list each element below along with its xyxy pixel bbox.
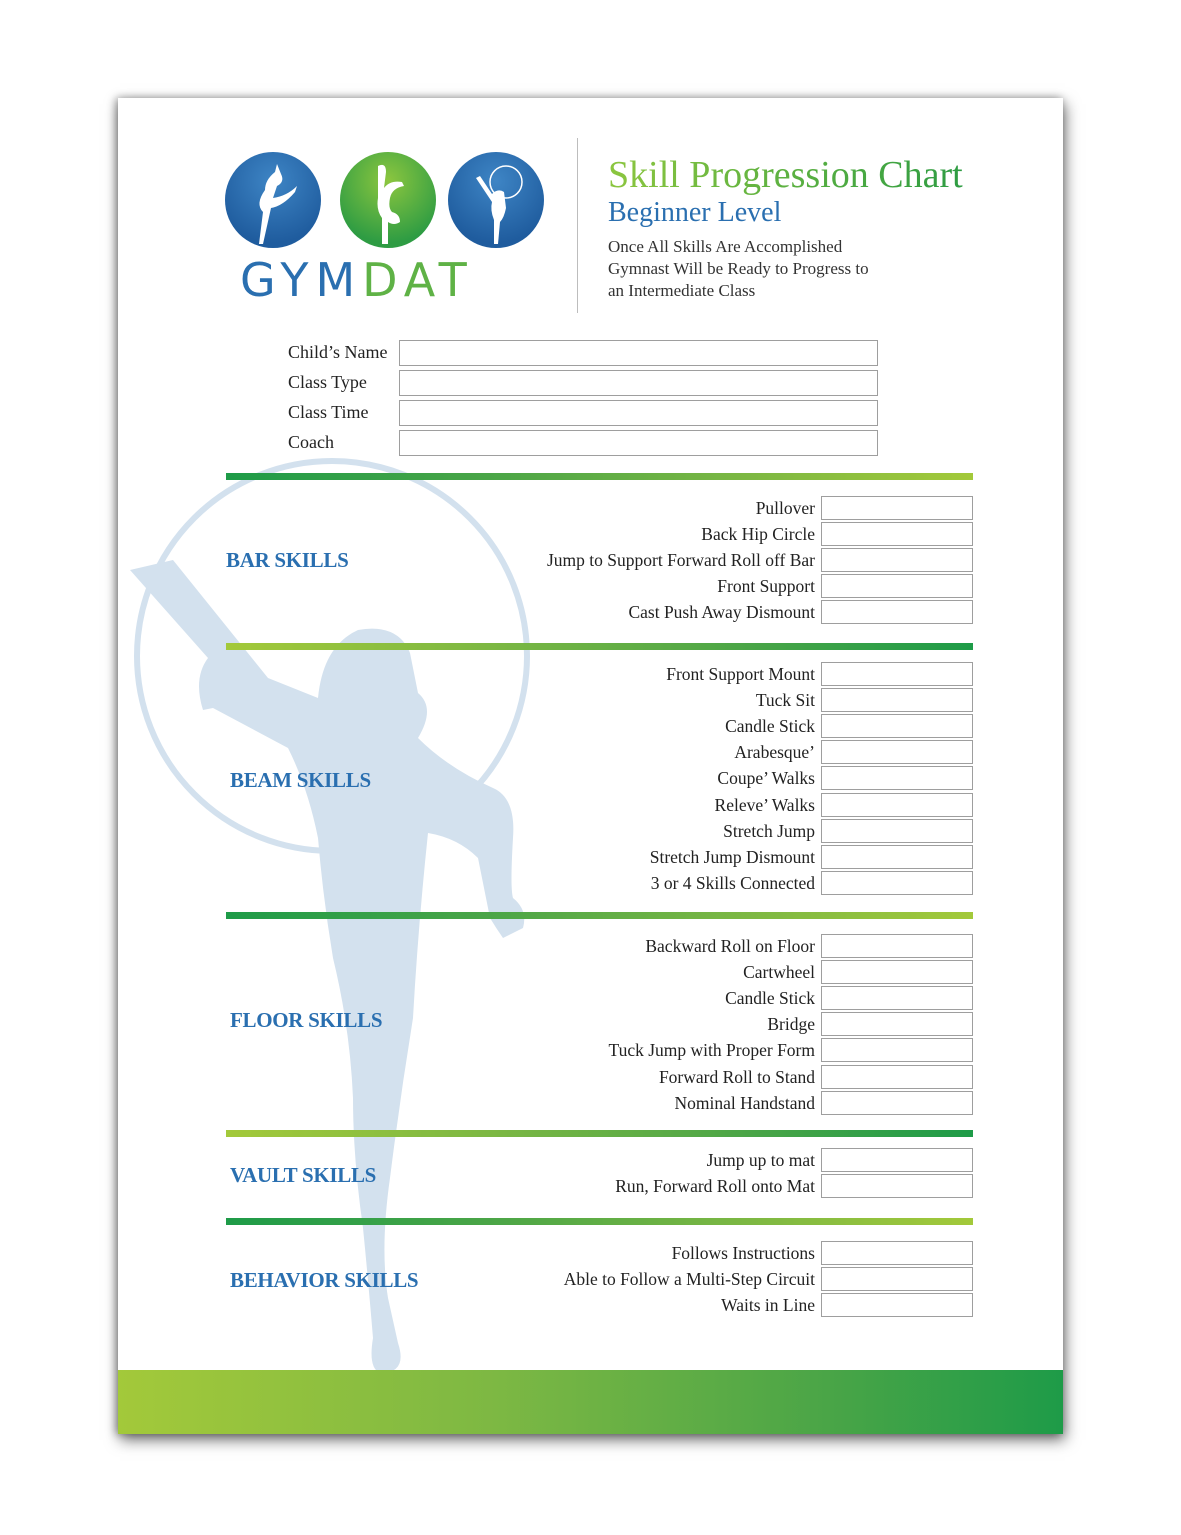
skill-label: Run, Forward Roll onto Mat	[615, 1176, 815, 1197]
info-label: Class Type	[288, 372, 367, 392]
skill-checkbox-field[interactable]	[821, 688, 973, 712]
skill-row	[418, 1148, 973, 1174]
skill-checkbox-field[interactable]	[821, 1267, 973, 1291]
skill-row	[418, 662, 973, 688]
skill-row	[418, 496, 973, 522]
childs-name-field[interactable]	[399, 340, 878, 366]
skill-row	[418, 1038, 973, 1064]
description-line: Gymnast Will be Ready to Progress to	[608, 259, 869, 278]
skill-label: Cast Push Away Dismount	[628, 602, 815, 623]
gymnast-leap-icon	[225, 152, 321, 248]
footer-band	[118, 1370, 1063, 1434]
skill-checkbox-field[interactable]	[821, 819, 973, 843]
info-label: Coach	[288, 432, 334, 452]
page-description	[608, 236, 928, 302]
skill-checkbox-field[interactable]	[821, 1174, 973, 1198]
section-divider	[226, 912, 973, 919]
skill-row	[418, 793, 973, 819]
section-divider	[226, 1218, 973, 1225]
skill-label: Jump up to mat	[706, 1150, 815, 1170]
skill-label: Jump to Support Forward Roll off Bar	[546, 550, 815, 571]
skill-row	[418, 1091, 973, 1117]
logo-circle-left	[225, 152, 321, 248]
skill-row	[418, 934, 973, 960]
skill-label: Able to Follow a Multi-Step Circuit	[563, 1269, 815, 1290]
skill-label: Nominal Handstand	[674, 1092, 815, 1113]
skill-checkbox-field[interactable]	[821, 1038, 973, 1062]
skill-checkbox-field[interactable]	[821, 960, 973, 984]
skill-label: Candle Stick	[725, 716, 815, 737]
skill-row	[418, 1241, 973, 1267]
section-title-vault: VAULT SKILLS	[230, 1163, 377, 1187]
skill-label: Backward Roll on Floor	[645, 936, 815, 956]
section-title-beam: BEAM SKILLS	[230, 768, 371, 792]
coach-field[interactable]	[399, 430, 878, 456]
skill-row	[418, 1293, 973, 1319]
skill-checkbox-field[interactable]	[821, 1241, 973, 1265]
section-divider	[226, 643, 973, 650]
skill-row	[418, 819, 973, 845]
skill-row	[418, 1065, 973, 1091]
skill-checkbox-field[interactable]	[821, 766, 973, 790]
skill-checkbox-field[interactable]	[821, 1012, 973, 1036]
skill-row	[418, 1174, 973, 1200]
skill-row	[418, 548, 973, 574]
skill-checkbox-field[interactable]	[821, 600, 973, 624]
skill-checkbox-field[interactable]	[821, 1065, 973, 1089]
gymdat-logo-text	[240, 253, 474, 307]
page-subtitle: Beginner Level	[608, 197, 782, 228]
skill-checkbox-field[interactable]	[821, 1148, 973, 1172]
skill-row	[418, 845, 973, 871]
skill-row	[418, 960, 973, 986]
header-divider	[577, 138, 578, 313]
logo-circle-center	[340, 152, 436, 248]
skill-row	[418, 766, 973, 792]
skill-row	[418, 574, 973, 600]
skill-row	[418, 986, 973, 1012]
skill-checkbox-field[interactable]	[821, 871, 973, 895]
skill-checkbox-field[interactable]	[821, 574, 973, 598]
section-title-behavior: BEHAVIOR SKILLS	[230, 1268, 419, 1292]
class-type-field[interactable]	[399, 370, 878, 396]
skill-checkbox-field[interactable]	[821, 986, 973, 1010]
logo-circle-right	[448, 152, 544, 248]
section-divider	[226, 1130, 973, 1137]
gymnast-handstand-icon	[340, 152, 436, 248]
skill-chart-page	[118, 98, 1063, 1434]
skill-row	[418, 522, 973, 548]
skill-checkbox-field[interactable]	[821, 522, 973, 546]
skill-checkbox-field[interactable]	[821, 548, 973, 572]
skill-label: 3 or 4 Skills Connected	[650, 872, 815, 893]
skill-checkbox-field[interactable]	[821, 1091, 973, 1115]
skill-label: Front Support Mount	[666, 664, 815, 684]
skill-row	[418, 1267, 973, 1293]
description-line: Once All Skills Are Accomplished	[608, 237, 843, 256]
skill-label: Releve’ Walks	[714, 794, 815, 815]
logo-text-gym: GYM	[240, 253, 363, 307]
skill-label: Follows Instructions	[671, 1243, 815, 1263]
skill-label: Tuck Jump with Proper Form	[608, 1040, 815, 1061]
info-label: Class Time	[288, 402, 369, 422]
skill-row	[418, 1012, 973, 1038]
logo-text-dat: DAT	[362, 253, 474, 307]
skill-label: Back Hip Circle	[701, 524, 815, 545]
section-title-floor: FLOOR SKILLS	[230, 1008, 383, 1032]
page-title: Skill Progression Chart	[608, 154, 963, 196]
skill-label: Pullover	[755, 498, 815, 518]
section-title-bar: BAR SKILLS	[226, 548, 349, 572]
skill-label: Stretch Jump Dismount	[649, 846, 815, 867]
skill-checkbox-field[interactable]	[821, 496, 973, 520]
skill-checkbox-field[interactable]	[821, 1293, 973, 1317]
skill-label: Cartwheel	[743, 962, 815, 983]
skill-checkbox-field[interactable]	[821, 934, 973, 958]
skill-checkbox-field[interactable]	[821, 845, 973, 869]
skill-checkbox-field[interactable]	[821, 793, 973, 817]
skill-label: Front Support	[717, 576, 815, 597]
section-divider	[226, 473, 973, 480]
skill-label: Waits in Line	[721, 1295, 815, 1316]
skill-row	[418, 688, 973, 714]
skill-row	[418, 714, 973, 740]
skill-checkbox-field[interactable]	[821, 740, 973, 764]
gymnast-hoop-icon	[448, 152, 544, 248]
skill-label: Coupe’ Walks	[717, 768, 815, 789]
class-time-field[interactable]	[399, 400, 878, 426]
skill-label: Stretch Jump	[723, 820, 815, 841]
skill-row	[418, 740, 973, 766]
skill-label: Arabesque’	[734, 742, 815, 763]
skill-checkbox-field[interactable]	[821, 662, 973, 686]
skill-label: Bridge	[767, 1014, 815, 1035]
skill-label: Candle Stick	[725, 988, 815, 1009]
skill-row	[418, 871, 973, 897]
skill-row	[418, 600, 973, 626]
description-line: an Intermediate Class	[608, 281, 756, 300]
skill-label: Forward Roll to Stand	[658, 1066, 815, 1087]
info-label: Child’s Name	[288, 342, 388, 362]
skill-label: Tuck Sit	[755, 690, 815, 711]
skill-checkbox-field[interactable]	[821, 714, 973, 738]
